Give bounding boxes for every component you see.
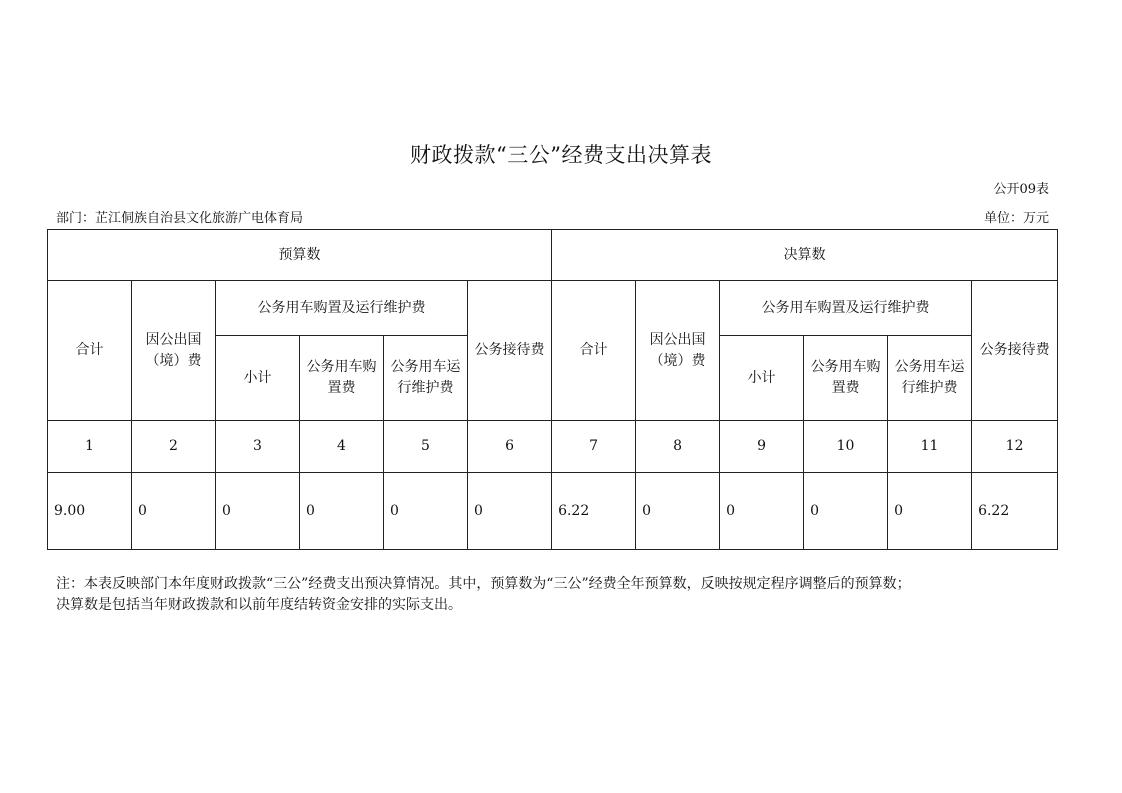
form-number: 公开09表 <box>993 182 1049 197</box>
department-label: 部门：芷江侗族自治县文化旅游广电体育局 <box>56 211 304 226</box>
value-cell: 6.22 <box>972 473 1058 550</box>
column-number: 8 <box>636 421 720 473</box>
column-number-row <box>48 421 1058 473</box>
budget-group-header: 预算数 <box>48 230 552 281</box>
value-cell: 0 <box>216 473 300 550</box>
final-group-header: 决算数 <box>552 230 1058 281</box>
value-cell: 0 <box>468 473 552 550</box>
final-total-header: 合计 <box>552 281 636 421</box>
value-cell: 0 <box>804 473 888 550</box>
budget-vehicle-group-header: 公务用车购置及运行维护费 <box>216 281 468 336</box>
budget-vehicle-operation-header: 公务用车运行维护费 <box>384 336 468 421</box>
value-cell: 0 <box>384 473 468 550</box>
final-vehicle-group-header: 公务用车购置及运行维护费 <box>720 281 972 336</box>
value-cell: 9.00 <box>48 473 132 550</box>
final-vehicle-purchase-header: 公务用车购置费 <box>804 336 888 421</box>
column-number: 11 <box>888 421 972 473</box>
column-number: 6 <box>468 421 552 473</box>
column-header-row <box>48 281 1058 336</box>
column-number: 12 <box>972 421 1058 473</box>
group-header-row <box>48 230 1058 281</box>
final-reception-header: 公务接待费 <box>972 281 1058 421</box>
column-number: 7 <box>552 421 636 473</box>
budget-reception-header: 公务接待费 <box>468 281 552 421</box>
column-number: 1 <box>48 421 132 473</box>
unit-label: 单位：万元 <box>983 211 1049 226</box>
value-cell: 0 <box>888 473 972 550</box>
report-title: 财政拨款“三公”经费支出决算表 <box>410 143 712 167</box>
value-cell: 0 <box>132 473 216 550</box>
column-number: 10 <box>804 421 888 473</box>
column-number: 9 <box>720 421 804 473</box>
budget-subtotal-header: 小计 <box>216 336 300 421</box>
column-number: 3 <box>216 421 300 473</box>
value-cell: 6.22 <box>552 473 636 550</box>
final-subtotal-header: 小计 <box>720 336 804 421</box>
budget-overseas-header: 因公出国（境）费 <box>132 281 216 421</box>
value-cell: 0 <box>720 473 804 550</box>
value-row <box>48 473 1058 550</box>
three-public-expenses-table <box>47 229 1058 550</box>
footnote <box>56 574 1056 616</box>
footnote-line-1: 注：本表反映部门本年度财政拨款“三公”经费支出预决算情况。其中，预算数为“三公”经费全年预算数，反映按规定程序调整后的预算数； <box>56 576 911 592</box>
budget-total-header: 合计 <box>48 281 132 421</box>
value-cell: 0 <box>636 473 720 550</box>
footnote-line-2: 决算数是包括当年财政拨款和以前年度结转资金安排的实际支出。 <box>56 597 462 613</box>
column-number: 4 <box>300 421 384 473</box>
value-cell: 0 <box>300 473 384 550</box>
final-overseas-header: 因公出国（境）费 <box>636 281 720 421</box>
budget-vehicle-purchase-header: 公务用车购置费 <box>300 336 384 421</box>
column-number: 5 <box>384 421 468 473</box>
final-vehicle-operation-header: 公务用车运行维护费 <box>888 336 972 421</box>
column-number: 2 <box>132 421 216 473</box>
